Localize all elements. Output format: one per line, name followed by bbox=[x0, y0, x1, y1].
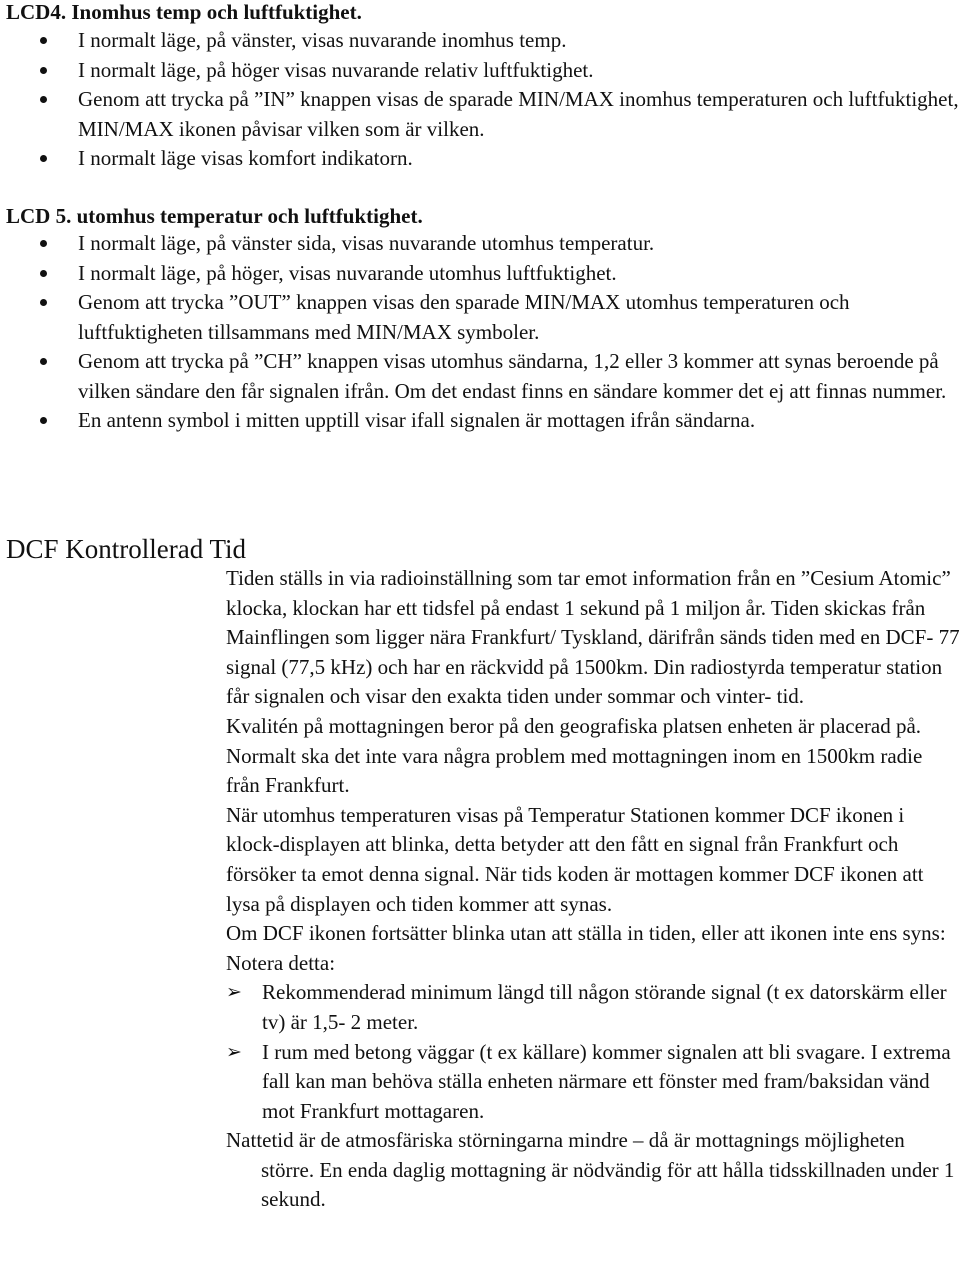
bullet-icon bbox=[40, 240, 47, 247]
list-item bbox=[0, 259, 960, 289]
dcf-paragraph: Tiden ställs in via radioinställning som tar emot information från en ”Cesium Atomic” klocka, klockan har ett tidsfel på endast 1 sekund på 1 miljon år. Tiden skickas från Mainflingen som ligger nära Frankfurt/ Tyskland, därifrån sänds tiden med en DCF- 77 signal (77,5 kHz) och har en räckvidd på 1500km. Din radiostyrda temperatur station får signalen och visar den exakta tiden under sommar och vinter- tid. bbox=[226, 566, 960, 709]
list-item bbox=[0, 229, 960, 259]
list-item-text: En antenn symbol i mitten upptill visar ifall signalen är mottagen ifrån sändarna. bbox=[78, 408, 756, 432]
lcd4-bullet-list bbox=[0, 26, 960, 174]
list-item-text: I normalt läge visas komfort indikatorn. bbox=[78, 146, 413, 170]
bullet-icon bbox=[40, 67, 47, 74]
list-item bbox=[0, 347, 960, 406]
list-item bbox=[0, 288, 960, 347]
list-item-text: Genom att trycka på ”CH” knappen visas utomhus sändarna, 1,2 eller 3 kommer att synas beroende på vilken sändare den får signalen ifrån. Om det endast finns en sändare kommer det ej att finnas nummer. bbox=[78, 349, 947, 403]
bullet-icon bbox=[40, 358, 47, 365]
bullet-icon bbox=[40, 270, 47, 277]
lcd5-bullet-list bbox=[0, 229, 960, 436]
list-item-text: Genom att trycka på ”IN” knappen visas de sparade MIN/MAX inomhus temperaturen och luftfuktighet, MIN/MAX ikonen påvisar vilken som är vilken. bbox=[78, 87, 959, 141]
list-item-text: I normalt läge, på vänster sida, visas nuvarande utomhus temperatur. bbox=[78, 231, 655, 255]
list-item-text: I normalt läge, på vänster, visas nuvarande inomhus temp. bbox=[78, 28, 567, 52]
arrow-bullet-icon: ➢ bbox=[226, 1040, 242, 1063]
list-item bbox=[226, 1038, 960, 1127]
bullet-icon bbox=[40, 417, 47, 424]
lcd5-heading: LCD 5. utomhus temperatur och luftfuktighet. bbox=[6, 204, 423, 228]
list-item-text: I rum med betong väggar (t ex källare) kommer signalen att bli svagare. I extrema fall kan man behöva ställa enheten närmare ett fönster med fram/baksidan vänd mot Frankfurt mottagaren. bbox=[262, 1039, 951, 1123]
dcf-notes-label: Notera detta: bbox=[226, 950, 336, 975]
bullet-icon bbox=[40, 299, 47, 306]
list-item bbox=[0, 85, 960, 144]
list-item bbox=[226, 978, 960, 1037]
list-item-text: I normalt läge, på höger visas nuvarande relativ luftfuktighet. bbox=[78, 57, 594, 82]
dcf-notes-list bbox=[226, 978, 960, 1126]
bullet-icon bbox=[40, 96, 47, 103]
list-item-text: Genom att trycka ”OUT” knappen visas den sparade MIN/MAX utomhus temperaturen och luftfuktigheten tillsammans med MIN/MAX symboler. bbox=[78, 290, 850, 344]
bullet-icon bbox=[40, 37, 47, 44]
dcf-closing-paragraph: Nattetid är de atmosfäriska störningarna mindre – då är mottagnings möjligheten större. En enda daglig mottagning är nödvändig för att hålla tidsskillnaden under 1 sekund. bbox=[226, 1128, 955, 1212]
dcf-paragraph: Om DCF ikonen fortsätter blinka utan att ställa in tiden, eller att ikonen inte ens syns: bbox=[226, 921, 946, 946]
list-item-text: Rekommenderad minimum längd till någon störande signal (t ex datorskärm eller tv) är 1,5- 2 meter. bbox=[262, 980, 947, 1034]
list-item bbox=[0, 144, 960, 174]
dcf-body bbox=[226, 564, 960, 1215]
dcf-paragraph: Kvalitén på mottagningen beror på den geografiska platsen enheten är placerad på. Normalt ska det inte vara några problem med mottagningen inom en 1500km radie från Frankfurt. bbox=[226, 713, 923, 798]
arrow-bullet-icon: ➢ bbox=[226, 981, 242, 1004]
dcf-paragraph: När utomhus temperaturen visas på Temperatur Stationen kommer DCF ikonen i klock-displayen att blinka, detta betyder att den fått en signal från Frankfurt och försöker ta emot denna signal. När tids koden är mottagen kommer DCF ikonen att lysa på displayen och tiden kommer att synas. bbox=[226, 802, 924, 916]
list-item bbox=[0, 406, 960, 436]
list-item-text: I normalt läge, på höger, visas nuvarande utomhus luftfuktighet. bbox=[78, 260, 617, 285]
dcf-title: DCF Kontrollerad Tid bbox=[6, 534, 247, 564]
lcd4-heading: LCD4. Inomhus temp och luftfuktighet. bbox=[6, 0, 362, 24]
list-item bbox=[0, 56, 960, 86]
list-item bbox=[0, 26, 960, 56]
bullet-icon bbox=[40, 155, 47, 162]
